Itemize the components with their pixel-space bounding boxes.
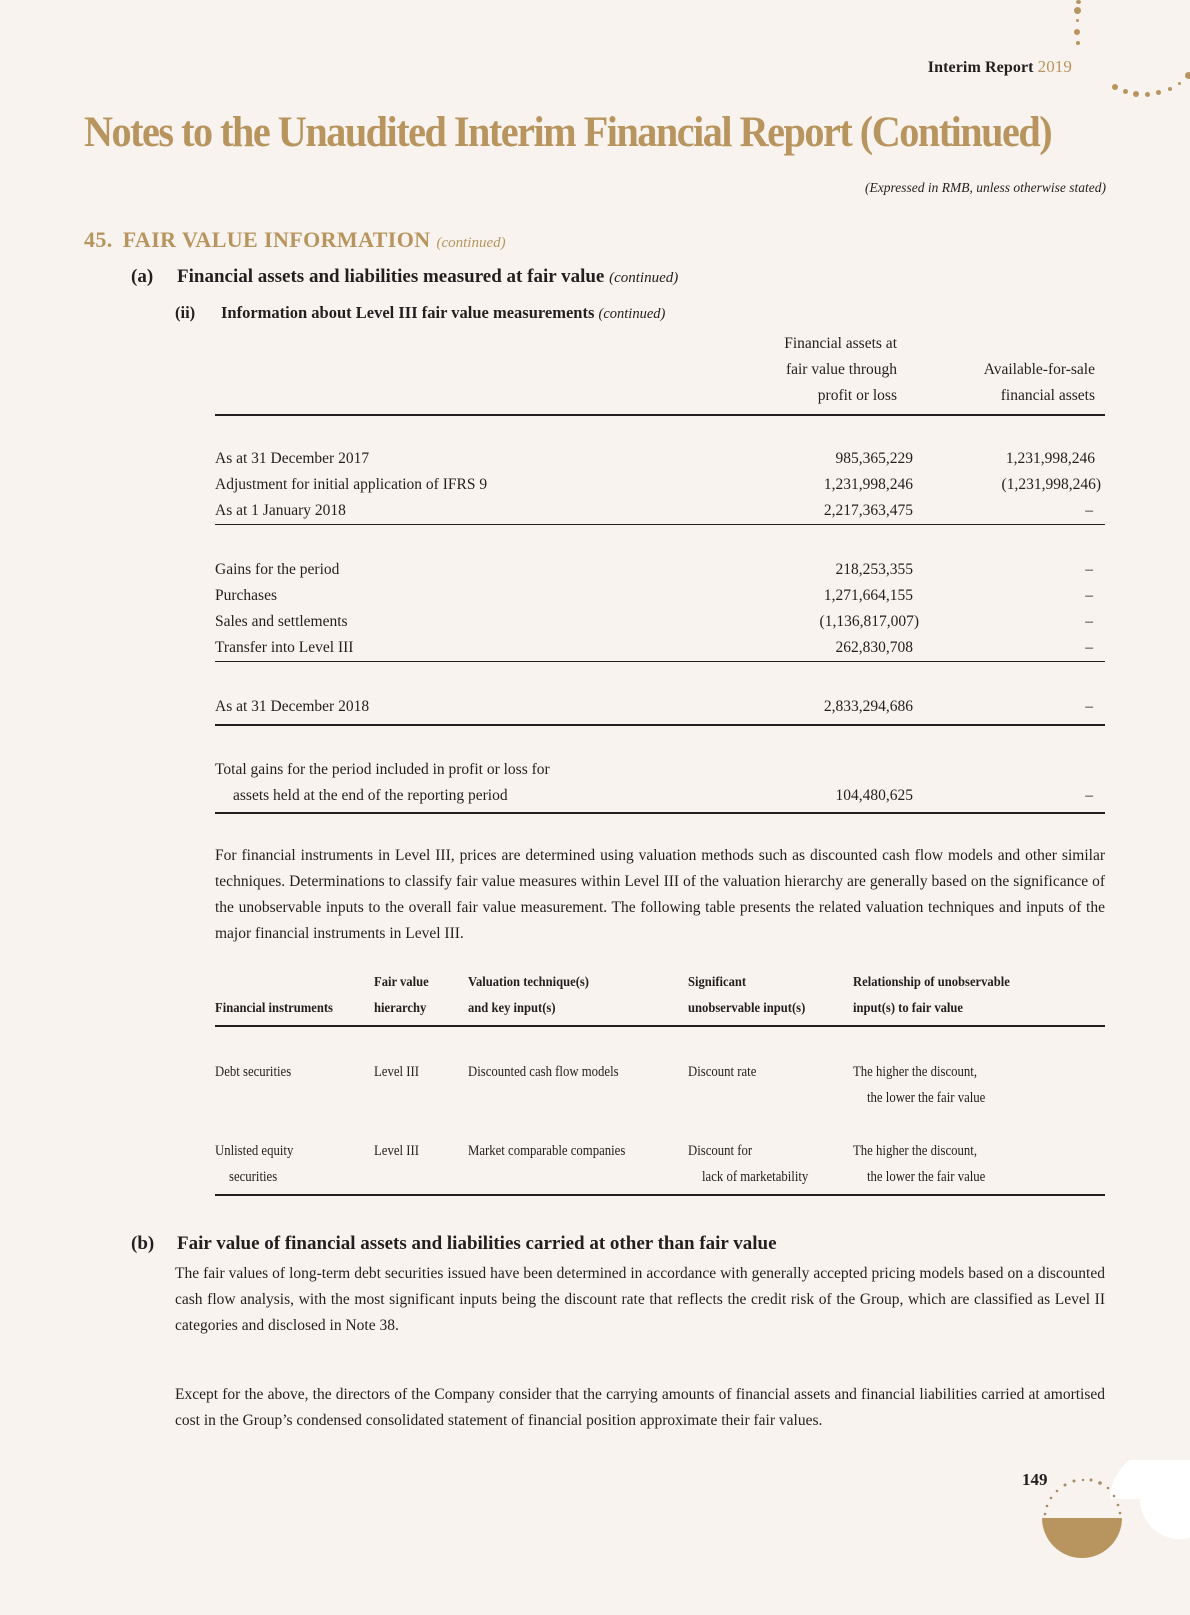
fvtpl-value: 1,231,998,246 bbox=[823, 476, 913, 493]
header-fair-value-hierarchy bbox=[374, 970, 429, 1022]
half-circle-ornament-icon bbox=[1030, 1460, 1190, 1615]
afs-value: – bbox=[1085, 587, 1093, 604]
page-number: 149 bbox=[1022, 1470, 1048, 1489]
row-label: As at 31 December 2018 bbox=[215, 698, 370, 715]
total-rule bbox=[215, 812, 1105, 814]
afs-value: – bbox=[1085, 639, 1093, 656]
subsection-a-label: (a) bbox=[131, 266, 154, 287]
technique-cell: Discounted cash flow models bbox=[468, 1064, 619, 1080]
fvtpl-value: 2,217,363,475 bbox=[823, 502, 913, 519]
header-line: Available-for-sale bbox=[983, 361, 1095, 378]
report-header bbox=[928, 57, 1072, 77]
afs-value: 1,231,998,246 bbox=[1005, 450, 1095, 467]
header-line: Financial instruments bbox=[215, 1001, 333, 1016]
header-line: fair value through bbox=[785, 361, 897, 378]
row-label: Sales and settlements bbox=[215, 613, 348, 630]
row-label: As at 1 January 2018 bbox=[215, 502, 346, 519]
subsection-ii-title: Information about Level III fair value measurements bbox=[221, 303, 595, 322]
subsection-ii-heading bbox=[175, 303, 665, 323]
section-number: 45. bbox=[84, 227, 113, 252]
subsection-b-heading bbox=[131, 1233, 777, 1255]
afs-value: – bbox=[1085, 561, 1093, 578]
row-label-continued: assets held at the end of the reporting period bbox=[233, 787, 508, 804]
column-header-fvtpl bbox=[784, 331, 897, 409]
table-row bbox=[215, 583, 1105, 609]
header-line: input(s) to fair value bbox=[853, 1001, 964, 1016]
row-label: Total gains for the period included in profit or loss for bbox=[215, 761, 550, 778]
header-line: Financial assets at bbox=[784, 335, 897, 352]
page-title: Notes to the Unaudited Interim Financial Report (Continued) bbox=[84, 109, 1052, 156]
fvtpl-value: 262,830,708 bbox=[835, 639, 913, 656]
table-row bbox=[215, 446, 1105, 472]
header-line: financial assets bbox=[1000, 387, 1095, 404]
bottom-rule bbox=[215, 1194, 1105, 1196]
table-row bbox=[215, 472, 1105, 498]
currency-note: (Expressed in RMB, unless otherwise stated) bbox=[865, 180, 1106, 195]
afs-value: – bbox=[1085, 502, 1093, 519]
subsection-b-paragraph-2: Except for the above, the directors of the Company consider that the carrying amounts of financial assets and financial liabilities carried at amortised cost in the Group’s condensed consolidated statement of financial position approximate their fair values. bbox=[175, 1386, 1105, 1429]
header-rule bbox=[215, 414, 1105, 416]
row-label: Gains for the period bbox=[215, 561, 340, 578]
afs-value: – bbox=[1085, 787, 1093, 804]
fvtpl-value: 985,365,229 bbox=[835, 450, 913, 467]
header-line: Relationship of unobservable bbox=[853, 975, 1010, 990]
header-line: and key input(s) bbox=[468, 1001, 556, 1016]
subsection-a-heading bbox=[131, 266, 678, 288]
section-title: FAIR VALUE INFORMATION bbox=[122, 227, 431, 252]
instrument-cell-line2: securities bbox=[229, 1169, 278, 1185]
header-line: Significant bbox=[688, 975, 747, 990]
subsection-b-paragraph-1: The fair values of long-term debt securities issued have been determined in accordance with generally accepted pricing models based on a discounted cash flow analysis, with the most significant inputs being the discount rate that reflects the credit risk of the Group, which are classified as Level II categories and disclosed in Note 38. bbox=[175, 1265, 1105, 1334]
header-unobservable-input bbox=[688, 970, 805, 1022]
subtotal-rule bbox=[215, 661, 1105, 662]
subsection-b-title: Fair value of financial assets and liabilities carried at other than fair value bbox=[177, 1233, 777, 1254]
fvtpl-value: 104,480,625 bbox=[835, 787, 913, 804]
subsection-a-title: Financial assets and liabilities measured at fair value bbox=[177, 266, 605, 287]
header-line: Fair value bbox=[374, 975, 429, 990]
subsection-a-continued: (continued) bbox=[609, 270, 679, 286]
report-year: 2019 bbox=[1037, 57, 1072, 76]
row-label: Purchases bbox=[215, 587, 277, 604]
hierarchy-cell: Level III bbox=[374, 1064, 419, 1080]
relationship-cell: The higher the discount, bbox=[853, 1064, 978, 1080]
subsection-b-label: (b) bbox=[131, 1233, 155, 1254]
header-line: profit or loss bbox=[817, 387, 897, 404]
afs-value: (1,231,998,246) bbox=[1001, 476, 1101, 493]
input-cell: Discount rate bbox=[688, 1064, 757, 1080]
header-line: unobservable input(s) bbox=[688, 1001, 806, 1016]
instrument-cell: Debt securities bbox=[215, 1064, 292, 1080]
header-rule bbox=[215, 1025, 1105, 1027]
column-header-afs bbox=[984, 357, 1095, 409]
subsection-ii-continued: (continued) bbox=[598, 306, 666, 322]
afs-value: – bbox=[1085, 613, 1093, 630]
table-row bbox=[215, 557, 1105, 583]
header-line: hierarchy bbox=[374, 1001, 427, 1016]
table-row bbox=[215, 609, 1105, 635]
relationship-cell-line2: the lower the fair value bbox=[867, 1090, 986, 1106]
level3-paragraph: For financial instruments in Level III, prices are determined using valuation methods such as discounted cash flow models and other similar techniques. Determinations to classify fair value measures within Level III of the valuation hierarchy are generally based on the significance of the unobservable inputs to the overall fair value measurement. The following table presents the related valuation techniques and inputs of the major financial instruments in Level III. bbox=[215, 847, 1105, 942]
row-label: Adjustment for initial application of IFRS 9 bbox=[215, 476, 488, 493]
fvtpl-value: 218,253,355 bbox=[835, 561, 913, 578]
hierarchy-cell: Level III bbox=[374, 1143, 419, 1159]
section-continued: (continued) bbox=[436, 235, 506, 251]
header-relationship bbox=[853, 970, 1010, 1022]
row-label: Transfer into Level III bbox=[215, 639, 354, 656]
table-row bbox=[215, 783, 1105, 809]
table-row bbox=[215, 694, 1105, 720]
afs-value: – bbox=[1085, 698, 1093, 715]
report-label: Interim Report bbox=[927, 59, 1034, 76]
header-line: Valuation technique(s) bbox=[468, 975, 590, 990]
section-heading bbox=[84, 227, 506, 253]
technique-cell: Market comparable companies bbox=[468, 1143, 626, 1159]
fvtpl-value: 1,271,664,155 bbox=[823, 587, 913, 604]
header-financial-instruments bbox=[215, 996, 333, 1022]
header-valuation-technique bbox=[468, 970, 589, 1022]
fvtpl-value: 2,833,294,686 bbox=[823, 698, 913, 715]
total-rule bbox=[215, 724, 1105, 726]
input-cell-line2: lack of marketability bbox=[702, 1169, 809, 1185]
instrument-cell: Unlisted equity bbox=[215, 1143, 294, 1159]
input-cell: Discount for bbox=[688, 1143, 753, 1159]
fvtpl-value: (1,136,817,007) bbox=[819, 613, 919, 630]
row-label: As at 31 December 2017 bbox=[215, 450, 370, 467]
table-row bbox=[215, 635, 1105, 661]
relationship-cell: The higher the discount, bbox=[853, 1143, 978, 1159]
table-row bbox=[215, 498, 1105, 524]
subtotal-rule bbox=[215, 524, 1105, 525]
table-row bbox=[215, 757, 1105, 783]
subsection-ii-label: (ii) bbox=[175, 303, 196, 322]
relationship-cell-line2: the lower the fair value bbox=[867, 1169, 986, 1185]
